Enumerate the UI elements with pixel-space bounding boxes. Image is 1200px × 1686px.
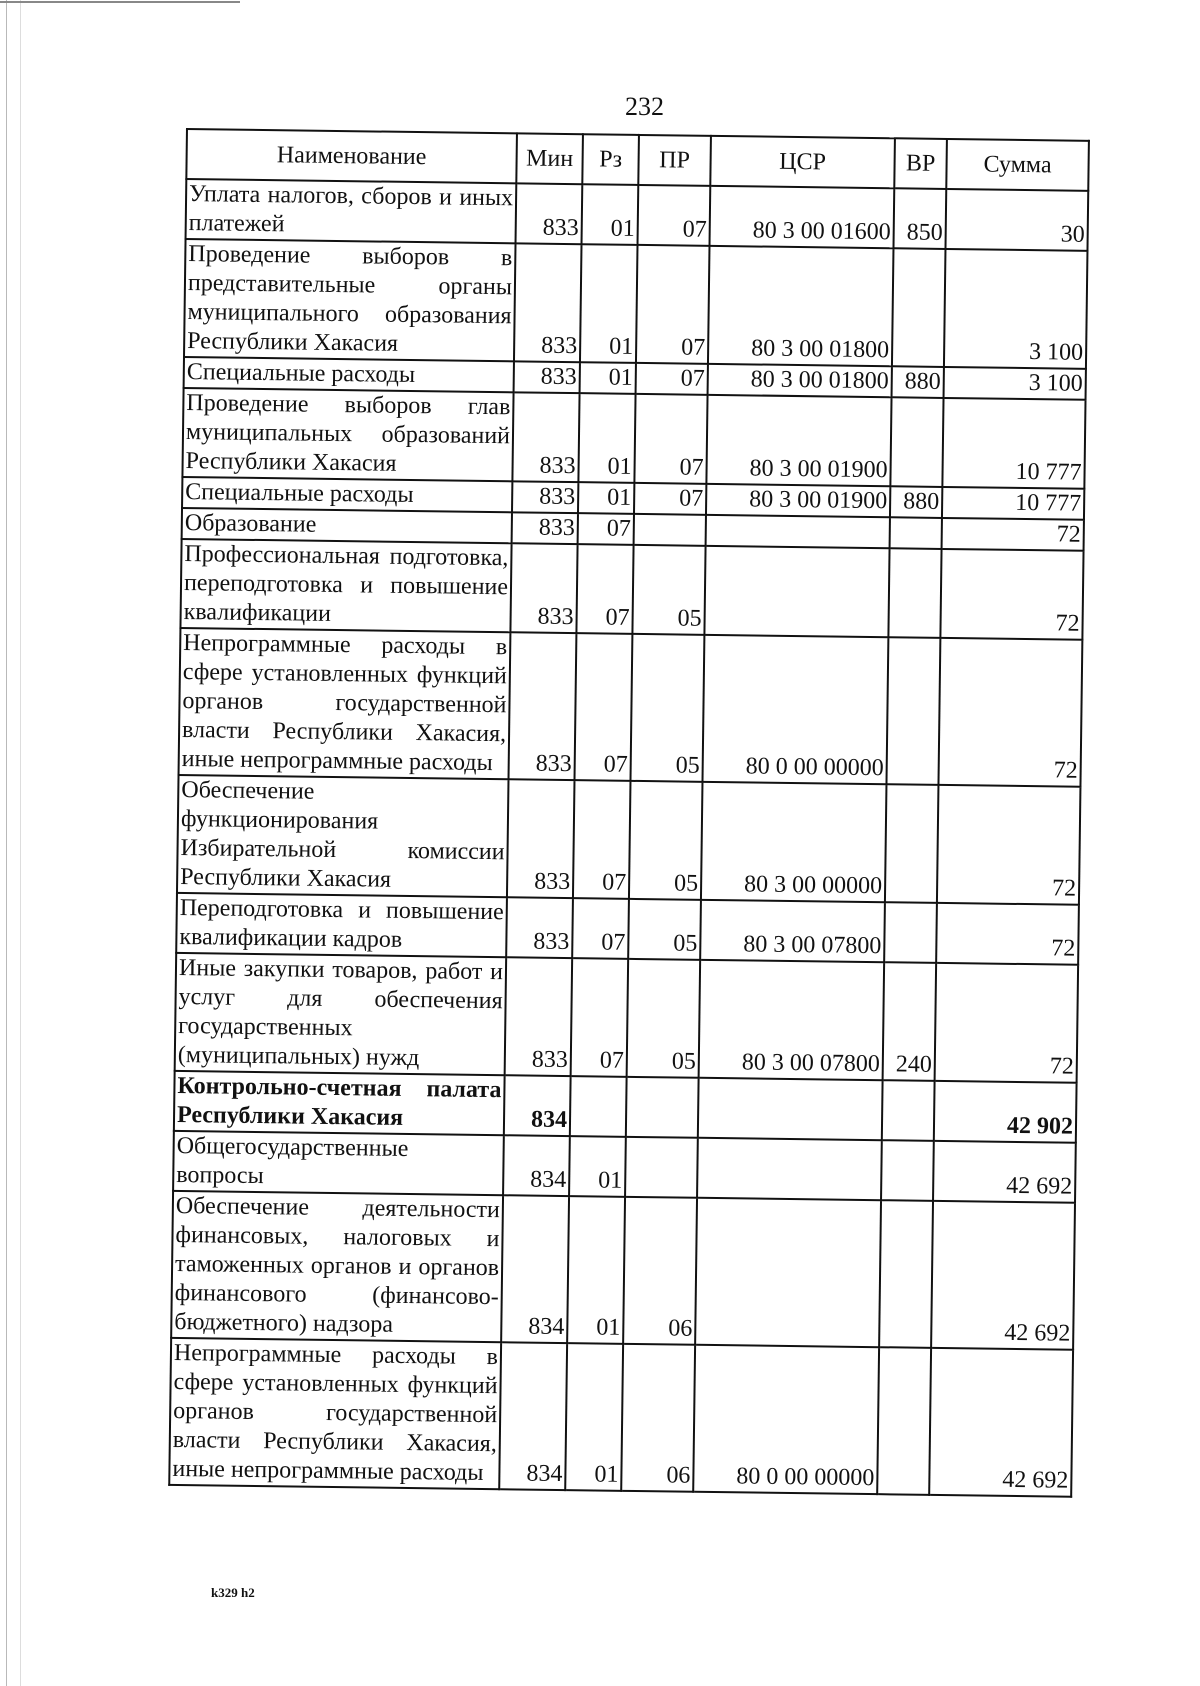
cell-vr — [881, 1140, 934, 1201]
table-row — [171, 1191, 1075, 1350]
cell-name: Контрольно-счетная палата Республики Хакасия — [174, 1071, 505, 1135]
cell-pr: 07 — [636, 245, 710, 364]
cell-rz: 07 — [572, 898, 629, 959]
budget-table — [168, 128, 1090, 1498]
cell-name: Иные закупки товаров, работ и услуг для обеспечения государственных (муниципальных) нужд — [175, 953, 507, 1075]
cell-csr — [698, 1078, 883, 1140]
cell-vr — [890, 397, 943, 487]
cell-pr: 05 — [628, 899, 701, 960]
cell-rz: 01 — [580, 362, 636, 394]
cell-min: 834 — [503, 1135, 570, 1196]
cell-csr: 80 3 00 01600 — [710, 186, 895, 248]
cell-sum: 3 100 — [944, 367, 1086, 400]
cell-vr — [885, 784, 939, 903]
cell-name: Непрограммные расходы в сфере установленных функций органов государственной власти Республики Хакасия, иные непрограммные расходы — [169, 1338, 501, 1489]
cell-vr: 880 — [892, 366, 944, 398]
cell-sum: 72 — [937, 785, 1081, 905]
cell-sum: 72 — [940, 549, 1083, 640]
cell-pr: 06 — [621, 1344, 695, 1492]
cell-min: 833 — [514, 243, 582, 362]
cell-rz: 01 — [569, 1136, 626, 1197]
cell-csr — [706, 515, 890, 548]
scan-edge-line — [0, 1, 240, 3]
cell-vr: 850 — [893, 188, 946, 249]
document-code: k329 h2 — [211, 1585, 255, 1600]
cell-pr — [625, 1137, 698, 1198]
cell-pr — [634, 514, 706, 546]
cell-name: Проведение выборов глав муниципальных образований Республики Хакасия — [182, 388, 513, 481]
header-sum: Сумма — [946, 139, 1089, 191]
cell-sum: 42 902 — [934, 1081, 1077, 1143]
cell-min: 833 — [512, 512, 578, 544]
cell-csr: 80 3 00 07800 — [699, 960, 885, 1080]
cell-name: Уплата налогов, сборов и иных платежей — [186, 179, 517, 243]
cell-name: Специальные расходы — [184, 357, 514, 392]
cell-min: 833 — [505, 957, 573, 1076]
cell-sum: 30 — [945, 189, 1088, 251]
cell-pr: 07 — [634, 394, 707, 484]
cell-rz: 07 — [576, 544, 633, 634]
header-name: Наименование — [186, 129, 517, 183]
cell-sum: 10 777 — [942, 487, 1084, 520]
cell-vr: 880 — [890, 486, 942, 518]
cell-rz: 01 — [567, 1196, 625, 1344]
cell-rz: 07 — [571, 958, 629, 1077]
table-body — [169, 179, 1088, 1497]
cell-rz: 07 — [573, 780, 631, 899]
cell-pr: 07 — [636, 363, 708, 395]
cell-name: Специальные расходы — [182, 477, 512, 512]
cell-csr: 80 3 00 01900 — [706, 395, 891, 486]
table-row — [179, 628, 1083, 787]
cell-csr: 80 0 00 00000 — [702, 635, 888, 784]
page-number: 232 — [625, 92, 664, 121]
cell-csr: 80 3 00 07800 — [700, 900, 885, 962]
header-pr: ПР — [638, 135, 711, 186]
cell-min: 834 — [501, 1195, 569, 1343]
table-row — [180, 539, 1083, 640]
table-row — [182, 388, 1085, 489]
cell-sum: 72 — [935, 963, 1079, 1083]
cell-rz — [570, 1076, 627, 1137]
cell-sum: 42 692 — [933, 1141, 1076, 1203]
cell-rz: 01 — [578, 393, 635, 483]
cell-min: 833 — [509, 632, 577, 780]
cell-min: 833 — [512, 481, 578, 513]
cell-pr: 05 — [630, 634, 704, 782]
cell-sum: 72 — [936, 903, 1079, 965]
cell-vr — [882, 1080, 935, 1141]
table-row — [184, 239, 1087, 369]
cell-rz: 01 — [580, 244, 638, 363]
cell-min: 833 — [514, 361, 580, 393]
cell-sum: 72 — [942, 518, 1084, 551]
header-vr: ВР — [894, 138, 947, 189]
header-min: Мин — [516, 133, 583, 184]
cell-name: Обеспечение функционирования Избирательной комиссии Республики Хакасия — [177, 775, 509, 897]
cell-rz: 01 — [582, 184, 639, 245]
table-row — [169, 1338, 1073, 1497]
cell-csr — [695, 1198, 881, 1347]
cell-rz: 01 — [578, 482, 634, 514]
cell-vr — [888, 548, 941, 638]
table-row — [177, 775, 1080, 905]
cell-pr — [626, 1077, 699, 1138]
cell-pr: 07 — [634, 483, 706, 515]
cell-min: 834 — [504, 1075, 571, 1136]
cell-vr — [884, 902, 937, 963]
scan-edge-line — [6, 0, 7, 1686]
cell-vr — [879, 1200, 933, 1348]
cell-rz: 01 — [565, 1343, 623, 1491]
cell-pr: 05 — [632, 545, 705, 635]
cell-csr: 80 3 00 01800 — [708, 364, 892, 397]
cell-pr: 05 — [629, 781, 703, 900]
cell-csr: 80 3 00 01800 — [708, 246, 894, 366]
cell-csr: 80 3 00 00000 — [701, 782, 887, 902]
cell-vr: 240 — [883, 962, 937, 1081]
cell-csr — [704, 546, 889, 637]
cell-vr — [886, 637, 940, 785]
cell-name: Общегосударственные вопросы — [173, 1131, 504, 1195]
cell-name: Непрограммные расходы в сфере установленных функций органов государственной власти Республики Хакасия, иные непрограммные расходы — [179, 628, 511, 779]
cell-pr: 06 — [623, 1197, 697, 1345]
cell-sum: 10 777 — [942, 398, 1085, 489]
cell-vr — [877, 1347, 931, 1495]
cell-min: 833 — [510, 543, 577, 633]
cell-vr — [890, 517, 942, 549]
cell-min: 833 — [516, 183, 583, 244]
cell-min: 834 — [499, 1342, 567, 1490]
scan-edge-line — [20, 0, 21, 1686]
cell-name: Проведение выборов в представительные органы муниципального образования Республики Хакасия — [184, 239, 516, 361]
cell-min: 833 — [512, 392, 579, 482]
cell-sum: 72 — [938, 638, 1082, 787]
cell-name: Обеспечение деятельности финансовых, налоговых и таможенных органов и органов финансового (финансово-бюджетного) надзора — [171, 1191, 503, 1342]
cell-sum: 42 692 — [929, 1348, 1073, 1497]
cell-min: 833 — [507, 779, 575, 898]
cell-name: Образование — [182, 508, 512, 543]
cell-csr: 80 0 00 00000 — [693, 1345, 879, 1494]
cell-pr: 05 — [627, 959, 701, 1078]
cell-sum: 3 100 — [944, 249, 1088, 369]
cell-pr: 07 — [638, 185, 711, 246]
cell-rz: 07 — [578, 513, 634, 545]
header-csr: ЦСР — [710, 136, 895, 188]
cell-csr: 80 3 00 01900 — [706, 484, 890, 517]
table-row — [175, 953, 1078, 1083]
cell-rz: 07 — [574, 633, 632, 781]
cell-vr — [892, 248, 946, 367]
cell-sum: 42 692 — [931, 1201, 1075, 1350]
cell-csr — [697, 1138, 882, 1200]
cell-min: 833 — [506, 897, 573, 958]
cell-name: Профессиональная подготовка, переподготовка и повышение квалификации — [180, 539, 511, 632]
cell-name: Переподготовка и повышение квалификации кадров — [176, 893, 507, 957]
header-rz: Рз — [582, 134, 639, 185]
